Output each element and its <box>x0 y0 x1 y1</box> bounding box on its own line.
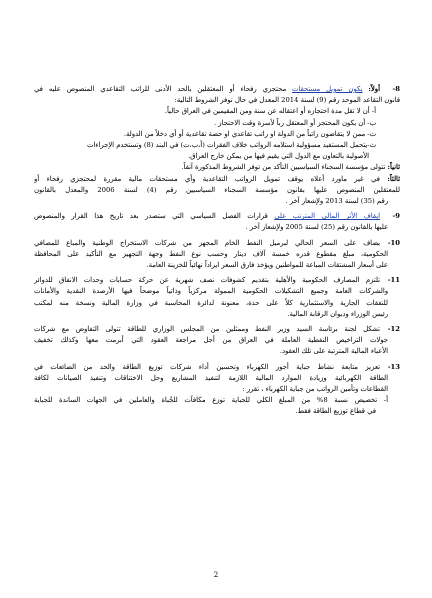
item-10-text-1: يضاف على السعر الحالي لبرميل النفط الخام المجهز من شركات الاستخراج الوطنية والمباع للمصافي <box>34 238 380 247</box>
item-13-sub-a-line-2: في قطاع توزيع الطاقة فقط. <box>295 407 376 416</box>
item-8-second-text: تتولى مؤسسة السجناء السياسيين التأكد من توفر الشروط المذكورة آنفاً. <box>181 163 388 172</box>
item-8-condition-a: أ- أن لا تقل مدة احتجازه أو اعتقاله عن سنة ومن المقيمين في العراق حالياً. <box>164 107 376 116</box>
item-8-second-label: ثانياً: <box>387 163 400 172</box>
page-number: 2 <box>213 571 219 579</box>
item-8-condition-b: ب- أن يكون المحتجز أو المعتقل رباً لأسرة وقت الاحتجاز . <box>213 118 376 127</box>
item-13-line-1 <box>34 362 400 373</box>
item-12-text-1: تشكل لجنة برئاسة السيد وزير النفط وممثلين من المجلس الوزاري للطاقة تتولى التفاوض مع شركات <box>34 325 380 334</box>
item-8-second <box>34 162 400 173</box>
item-8-third-line-2: للمعتقلين المنصوص عليها بقانون مؤسسة السجناء السياسيين رقم (4) لسنة 2006 والمعدل بالقانون <box>34 185 400 194</box>
item-13-text-1: تعزيز متابعة نشاط جباية أجور الكهرباء وتحسين أداء شركات توزيع الطاقة والحد من الضائعات في <box>34 362 380 371</box>
item-11-number: 11- <box>387 276 400 285</box>
item-8-line-1 <box>34 84 400 95</box>
item-8-third-text: في غير ماورد أعلاه يوقف تمويل الرواتب التقاعدية وأي مستحقات مالية مقررة لمحتجزي رفحاء أو <box>34 174 388 183</box>
item-12-line-1 <box>34 324 400 335</box>
item-8-condition-c: ت- ممن لا يتقاضون راتباً من الدولة او راتب تقاعدي او حصة تقاعدية أو أي دخلاً من الدولة. <box>123 129 376 138</box>
item-8-heading-label: أولاً: <box>368 85 380 93</box>
item-13-line-3: القطاعات وتأمين الرواتب من جباية الكهرباء ، تقرر : <box>242 385 388 394</box>
item-10-number: 10- <box>387 238 400 247</box>
item-9-number: 9- <box>392 212 400 221</box>
item-12-line-3: الأعباء المالية المترتبة على تلك العقود. <box>279 347 388 356</box>
item-8-third-line-3: رقم (35) لسنة 2013 ولإشعار آخر . <box>285 197 388 206</box>
item-13-sub-a-line-1: أ- تخصيص نسبة 8% من المبلغ الكلي للجباية توزع مكافآت للجُباة والعاملين في الجهات الساندة للجباية <box>34 396 388 405</box>
item-9-rest: قرارات الفصل السياسي التي ستصدر بعد تاريخ هذا القرار والمنصوص <box>34 212 275 221</box>
item-13-line-2: الطاقة الكهربائية وزيادة الموارد المالية اللازمة لتنفيذ المشاريع وحل الاختناقات وتنفيذ الصيانات لكافة <box>34 373 388 382</box>
item-12-number: 12- <box>387 325 400 334</box>
item-9-line-2: عليها بالقانون رقم (25) لسنة 2005 ولإشعار آخر . <box>245 223 388 232</box>
item-13 <box>34 362 400 418</box>
item-12 <box>34 324 400 358</box>
item-9 <box>34 211 400 233</box>
item-8-accent-text: يكون تمويل مستحقات <box>292 85 363 93</box>
item-10-line-3: على أسعار المشتقات المباعة للمواطنين ويؤخذ فارق السعر ايراداً نهائياً للخزينة العامة. <box>146 261 388 270</box>
item-11 <box>34 275 400 320</box>
item-8-condition-d-line-2: الأصولية بالتعاون مع الدول التي يقيم فيها من يمكن خارج العراق. <box>187 152 369 161</box>
item-11-line-4: رئيس الوزراء وديوان الرقابة المالية. <box>287 309 388 318</box>
item-10-line-1 <box>34 238 400 249</box>
item-8-line-2: قانون التقاعد الموحد رقم (9) لسنة 2014 المعدل في حال توفر الشروط التالية: <box>174 96 400 105</box>
item-9-accent-text: إيقاف الأثر المالي المترتب على <box>274 212 380 221</box>
item-11-line-1 <box>34 275 400 286</box>
item-8-heading-rest: محتجزي رفحاء أو المعتقلين بالحد الأدنى للراتب التقاعدي المنصوص عليه في <box>34 85 293 93</box>
item-11-text-1: تلتزم المصارف الحكومية والأهلية بتقديم كشوفات نصف شهرية عن حركة حسابات وحدات الانفاق للدوائر <box>34 276 380 285</box>
item-8-third-line-1 <box>34 174 400 185</box>
item-8 <box>34 84 400 207</box>
item-8-third-label: ثالثاً: <box>387 174 400 183</box>
document-body <box>34 84 400 418</box>
item-11-line-3: للنفقات الجارية والاستثمارية كلاً على حدة، معنونة لدائرة المحاسبة في وزارة المالية ونسخة منه لمكتب <box>34 298 388 307</box>
item-8-number: 8- <box>392 85 400 93</box>
item-8-condition-d-line-1: ث-يتحمل المستفيد مسؤولية استلامه الرواتب خلاف الفقرات (أ،ب،ت) في البند (8) وتستخدم الإجراءات <box>86 141 376 150</box>
item-9-line-1 <box>34 211 400 222</box>
item-12-line-2: جولات التراخيص النفطية العاملة في العراق من أجل مراجعة العقود التي أبرمت معها وكذلك تخفيف <box>34 336 388 345</box>
item-10 <box>34 238 400 272</box>
item-10-line-2: الحكومية، مبلغ مقطوع قدره خمسة آلاف دينار وحسب نوع النفط وجهة التجهيز مع التأكيد على المحافظة <box>34 249 388 258</box>
item-11-line-2: والشركات العامة وجميع التشكيلات الحكومية الممولة مركزياً وذاتياً موضحاً فيها الأرصدة النقدية والأمانات <box>34 287 388 296</box>
item-13-number: 13- <box>387 362 400 371</box>
